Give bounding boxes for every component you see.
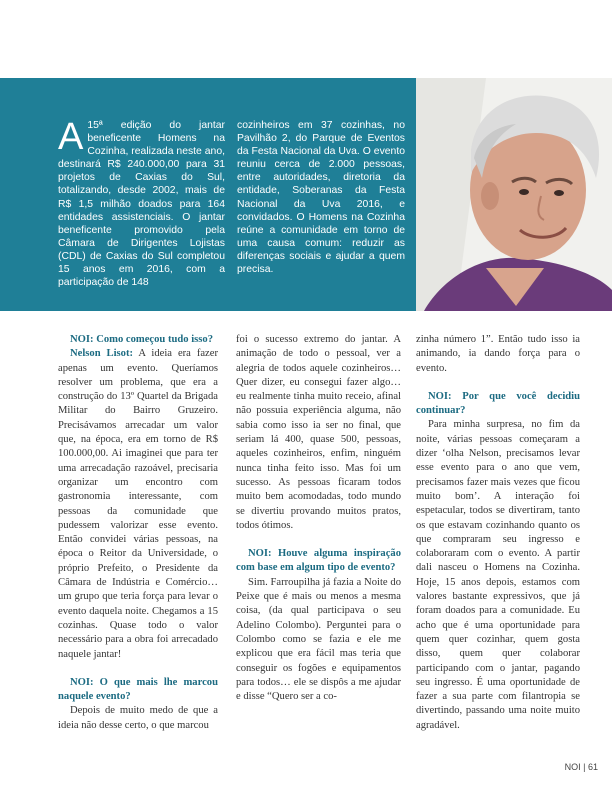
answer-3: Sim. Farroupilha já fazia a Noite do Peixe que é mais ou menos a mesma coisa, (da qual participava o seu Adelino Colombo). Perguntei para o Colombo como se fazia e ele me explicou que era fácil mas teria que conseguir os fogões e equipamentos para todos… ele se dispôs a me ajudar e disse “Quero ser a co- [236, 576, 401, 703]
speaker-name: Nelson Lisot: [70, 348, 134, 360]
question-4: NOI: Por que você decidiu continuar? [416, 390, 580, 417]
intro-column-1 [58, 116, 225, 289]
intro-text-1: 15ª edição do jantar beneficente Homens na Cozinha, realizada neste ano, destinará R$ 240.000,00 para 31 projetos de Caxias do Sul, totalizando, desde 2002, mais de R$ 1,5 milhão doados para 164 entidades assistenciais. O jantar beneficente promovido pela Câmara de Dirigentes Lojistas (CDL) de Caxias do Sul completou 15 anos em 2016, com a participação de 148 [58, 120, 225, 289]
answer-2-start: Depois de muito medo de que a ideia não desse certo, o que marcou [58, 705, 218, 731]
question-2: NOI: O que mais lhe marcou naquele evento? [58, 676, 218, 703]
drop-cap: A [58, 116, 84, 158]
portrait-photo [416, 78, 612, 311]
answer-2-continued: foi o sucesso extremo do jantar. A animação de todo o pessoal, ver a alegria de todos aquele cozinheiros… Quer dizer, eu consegui fazer algo… eu realmente tinha muito receio, afinal não possuia experiência alguma, não sabia como isso ia ser no final, que seriam lá 400, quase 500, pessoas, aqueles cozinheiros, enfim, ninguém nunca tinha feito isso. Mas foi um sucesso. As pessoas ficaram todos muito bem acomodadas, todo mundo se divertiu provando muitos pratos, todos ótimos. [236, 334, 401, 531]
question-3: NOI: Houve alguma inspiração com base em algum tipo de evento? [236, 548, 401, 574]
answer-3-continued: zinha número 1”. Então tudo isso ia animando, ia dando força para o evento. [416, 334, 580, 374]
intro-band [0, 78, 416, 311]
page-footer: NOI | 61 [564, 762, 598, 772]
question-1: NOI: Como começou tudo isso? [70, 334, 214, 345]
answer-1: A ideia era fazer apenas um evento. Queríamos resolver um problema, que era a construção do 13º Quartel da Brigada Militar do Bairro Gruzeiro. Precisávamos arrecadar um valor que, na época, era em torno de R$ 100.000,00. Ai imaginei que para ter uma arrecadação razoável, precisaria organizar um encontro com gastronomia interessante, com pessoas da comunidade que pudessem valorizar esse evento. Então convidei várias pessoas, na época o Reitor da Universidade, o próprio Prefeito, o Presidente da Câmara de Indústria e Comércio… um grupo que teria força para levar o evento daquela noite. Chegamos a 15 cozinhas. Quase todo o valor necessário para a obra foi arrecadado naquele jantar! [58, 348, 218, 660]
answer-4: Para minha surpresa, no fim da noite, várias pessoas começaram a dizer ‘olha Nelson, precisamos levar esse evento para o ano que vem, precisamos fazer mais vezes que ficou muito bom’. A interação foi espetacular, todos se divertiram, tanto os que estavam cozinhando quanto os que compraram seu ingresso e colaboraram com o evento. A partir dali nasceu o Homens na Cozinha. Hoje, 15 anos depois, estamos com valores bastante expressivos, que já foram doados para a comunidade. Eu acho que é uma oportunidade para quem quer cozinhar, quem gosta disso, quem quer colaborar participando com o jantar, pagando seu ingresso. É uma oportunidade de fazer a sua parte com filantropia se divertindo, passando uma noite muito agradável. [416, 419, 580, 731]
body-column-2 [236, 333, 401, 704]
body-column-1 [58, 333, 218, 733]
body-column-3 [416, 333, 580, 733]
intro-text-2: cozinheiros em 37 cozinhas, no Pavilhão 2, do Parque de Eventos da Festa Nacional da Uva. O evento reuniu cerca de 2.000 pessoas, entre autoridades, diretoria da entidade, Soberanas da Festa Nacional da Uva 2016, e convidados. O Homens na Cozinha reúne a comunidade em torno de uma causa comum: reduzir as diferenças sociais e ajudar a quem precisa. [237, 120, 405, 276]
intro-column-2 [237, 119, 405, 276]
